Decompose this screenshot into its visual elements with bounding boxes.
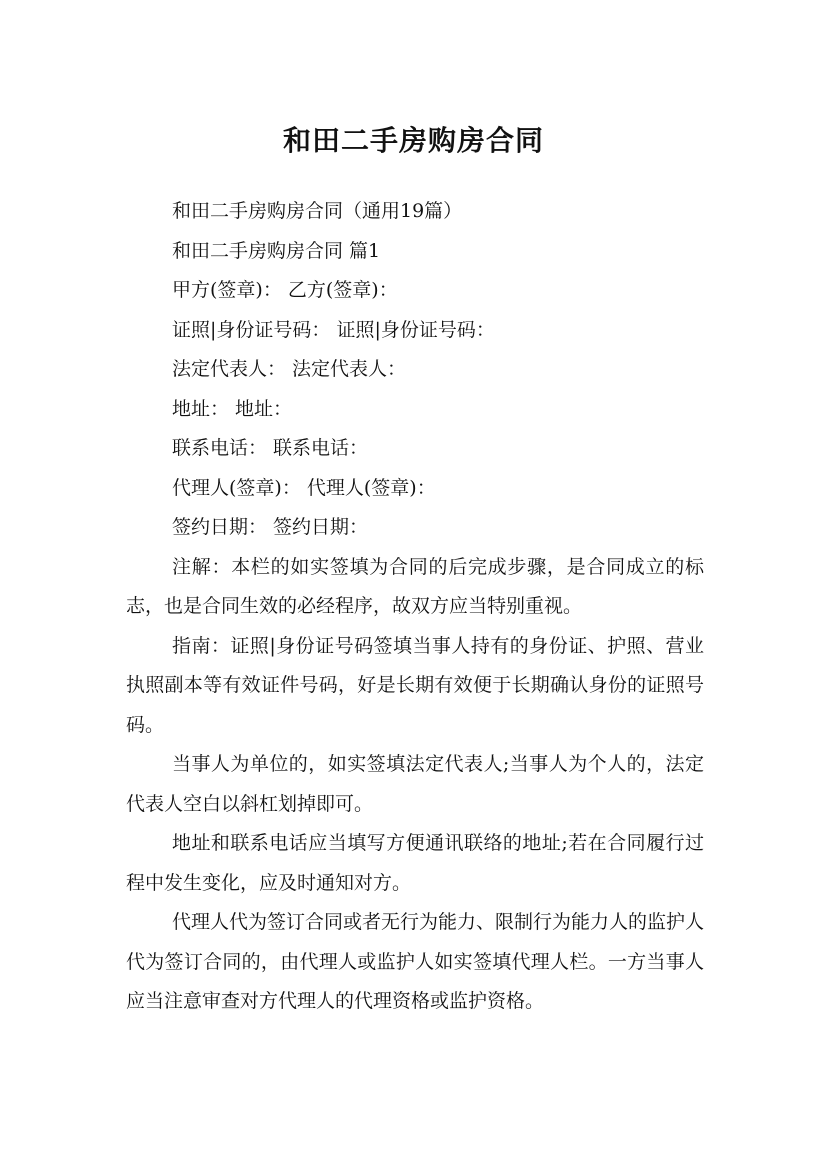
signing-date-field-line: 签约日期： 签约日期： — [172, 516, 369, 538]
agent-signature-field-line: 代理人(签章)： 代理人(签章)： — [172, 476, 436, 499]
agent-paragraph: 代理人代为签订合同或者无行为能力、限制行为能力人的监护人代为签订合同的，由代理人或监护人如实签填代理人栏。一方当事人应当注意审查对方代理人的代理资格或监护资格。 — [126, 911, 705, 1012]
address-field-line: 地址： 地址： — [172, 397, 293, 420]
phone-field-line: 联系电话： 联系电话： — [172, 437, 369, 459]
id-number-field-line: 证照|身份证号码： 证照|身份证号码： — [172, 318, 495, 341]
signature-field-line: 甲方(签章)： 乙方(签章)： — [172, 279, 398, 301]
legal-representative-field-line: 法定代表人： 法定代表人： — [172, 358, 407, 380]
note-paragraph: 注解：本栏的如实签填为合同的后完成步骤，是合同成立的标志，也是合同生效的必经程序，故双方应当特别重视。 — [126, 555, 704, 617]
subtitle-line: 和田二手房购房合同（通用19篇） — [172, 200, 463, 222]
section-heading: 和田二手房购房合同 篇1 — [172, 239, 381, 262]
document-title: 和田二手房购房合同 — [282, 123, 544, 157]
unit-party-paragraph: 当事人为单位的，如实签填法定代表人;当事人为个人的，法定代表人空白以斜杠划掉即可。 — [126, 753, 704, 815]
document-body — [126, 192, 704, 1022]
guide-paragraph: 指南：证照|身份证号码签填当事人持有的身份证、护照、营业执照副本等有效证件号码，好是长期有效便于长期确认身份的证照号码。 — [126, 634, 704, 736]
address-phone-paragraph: 地址和联系电话应当填写方便通讯联络的地址;若在合同履行过程中发生变化，应及时通知对方。 — [126, 832, 704, 894]
